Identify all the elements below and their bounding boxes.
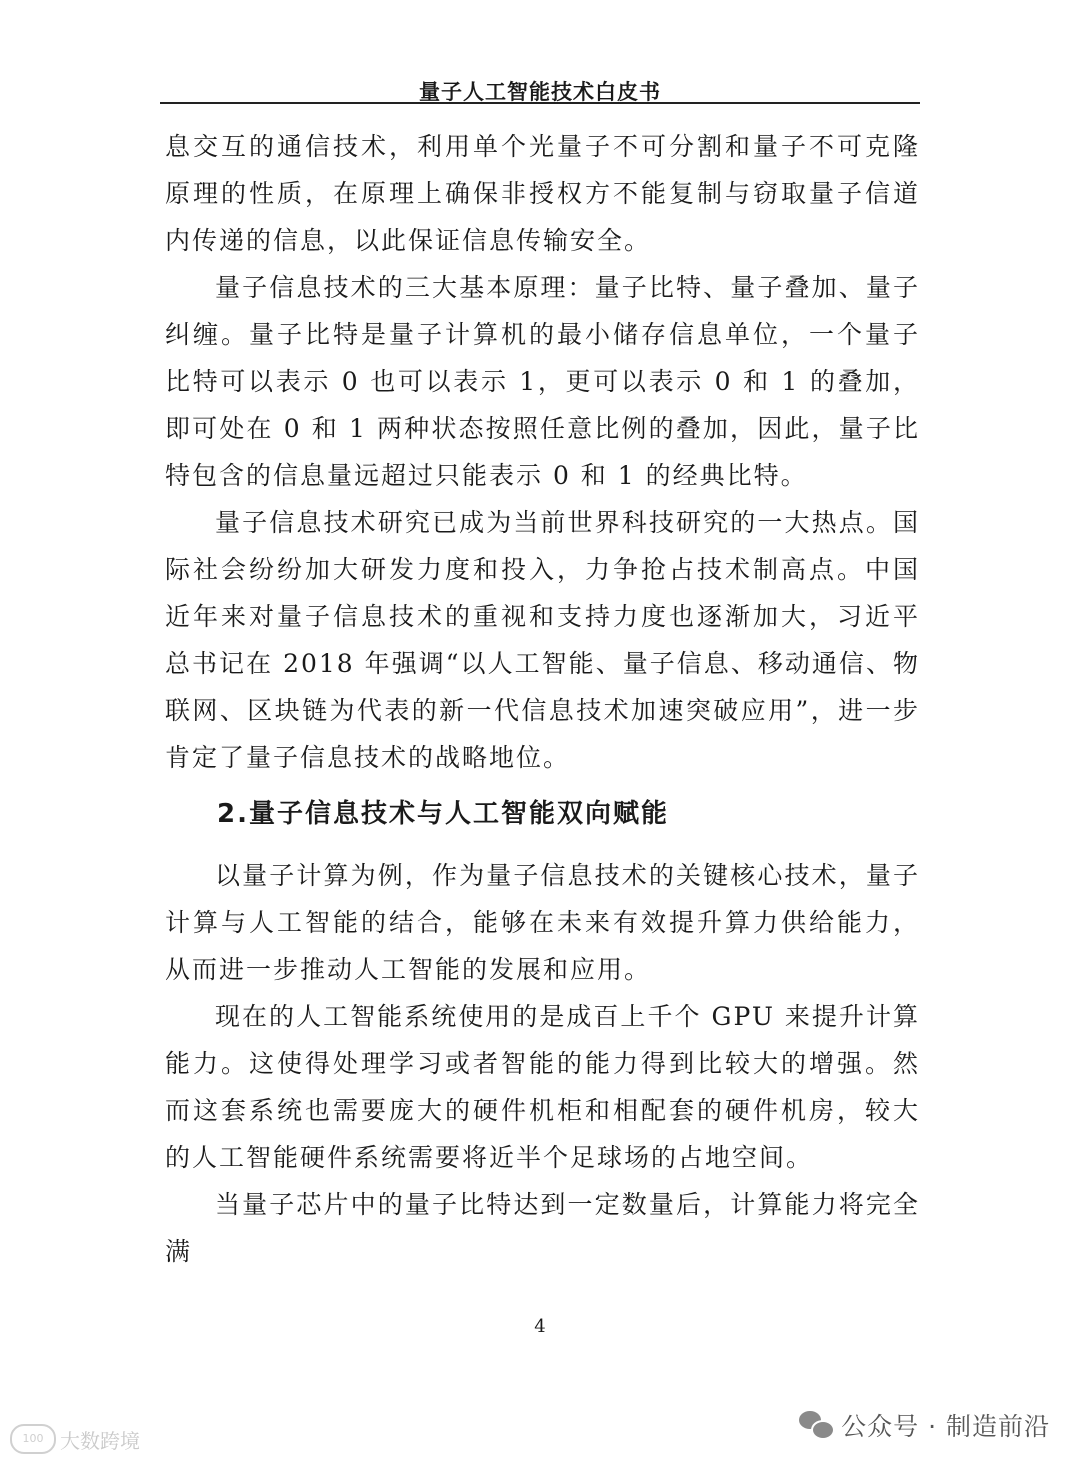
right-watermark xyxy=(799,1407,1050,1443)
wechat-icon xyxy=(799,1411,833,1439)
paragraph-6: 当量子芯片中的量子比特达到一定数量后，计算能力将完全满 xyxy=(165,1190,920,1266)
paragraph-3: 量子信息技术研究已成为当前世界科技研究的一大热点。国际社会纷纷加大研发力度和投入，力争抢占技术制高点。中国近年来对量子信息技术的重视和支持力度也逐渐加大，习近平总书记在 2018 年强调“以人工智能、量子信息、移动通信、物联网、区块链为代表的新一代信息技术加速突破应用”，进一步肯定了量子信息技术的战略地位。 xyxy=(165,508,920,772)
page-number: 4 xyxy=(534,1316,546,1337)
right-watermark-text: 公众号 · 制造前沿 xyxy=(841,1412,1050,1441)
document-header-title: 量子人工智能技术白皮书 xyxy=(419,80,661,104)
watermark-logo-icon: 100 xyxy=(10,1424,56,1454)
paragraph-2: 量子信息技术的三大基本原理：量子比特、量子叠加、量子纠缠。量子比特是量子计算机的最小储存信息单位，一个量子比特可以表示 0 也可以表示 1，更可以表示 0 和 1 的叠加，即可处在 0 和 1 两种状态按照任意比例的叠加，因此，量子比特包含的信息量远超过只能表示 0 和 1 的经典比特。 xyxy=(165,273,920,490)
page-body xyxy=(165,123,920,1275)
header-divider xyxy=(160,102,920,104)
paragraph-4: 以量子计算为例，作为量子信息技术的关键核心技术，量子计算与人工智能的结合，能够在未来有效提升算力供给能力，从而进一步推动人工智能的发展和应用。 xyxy=(165,861,920,984)
paragraph-1: 息交互的通信技术，利用单个光量子不可分割和量子不可克隆原理的性质，在原理上确保非授权方不能复制与窃取量子信道内传递的信息，以此保证信息传输安全。 xyxy=(165,132,920,255)
paragraph-5: 现在的人工智能系统使用的是成百上千个 GPU 来提升计算能力。这使得处理学习或者智能的能力得到比较大的增强。然而这套系统也需要庞大的硬件机柜和相配套的硬件机房，较大的人工智能硬件系统需要将近半个足球场的占地空间。 xyxy=(165,1002,920,1172)
left-watermark xyxy=(10,1424,140,1454)
section-heading: 2.量子信息技术与人工智能双向赋能 xyxy=(217,799,669,829)
left-watermark-text: 大数跨境 xyxy=(60,1428,140,1453)
